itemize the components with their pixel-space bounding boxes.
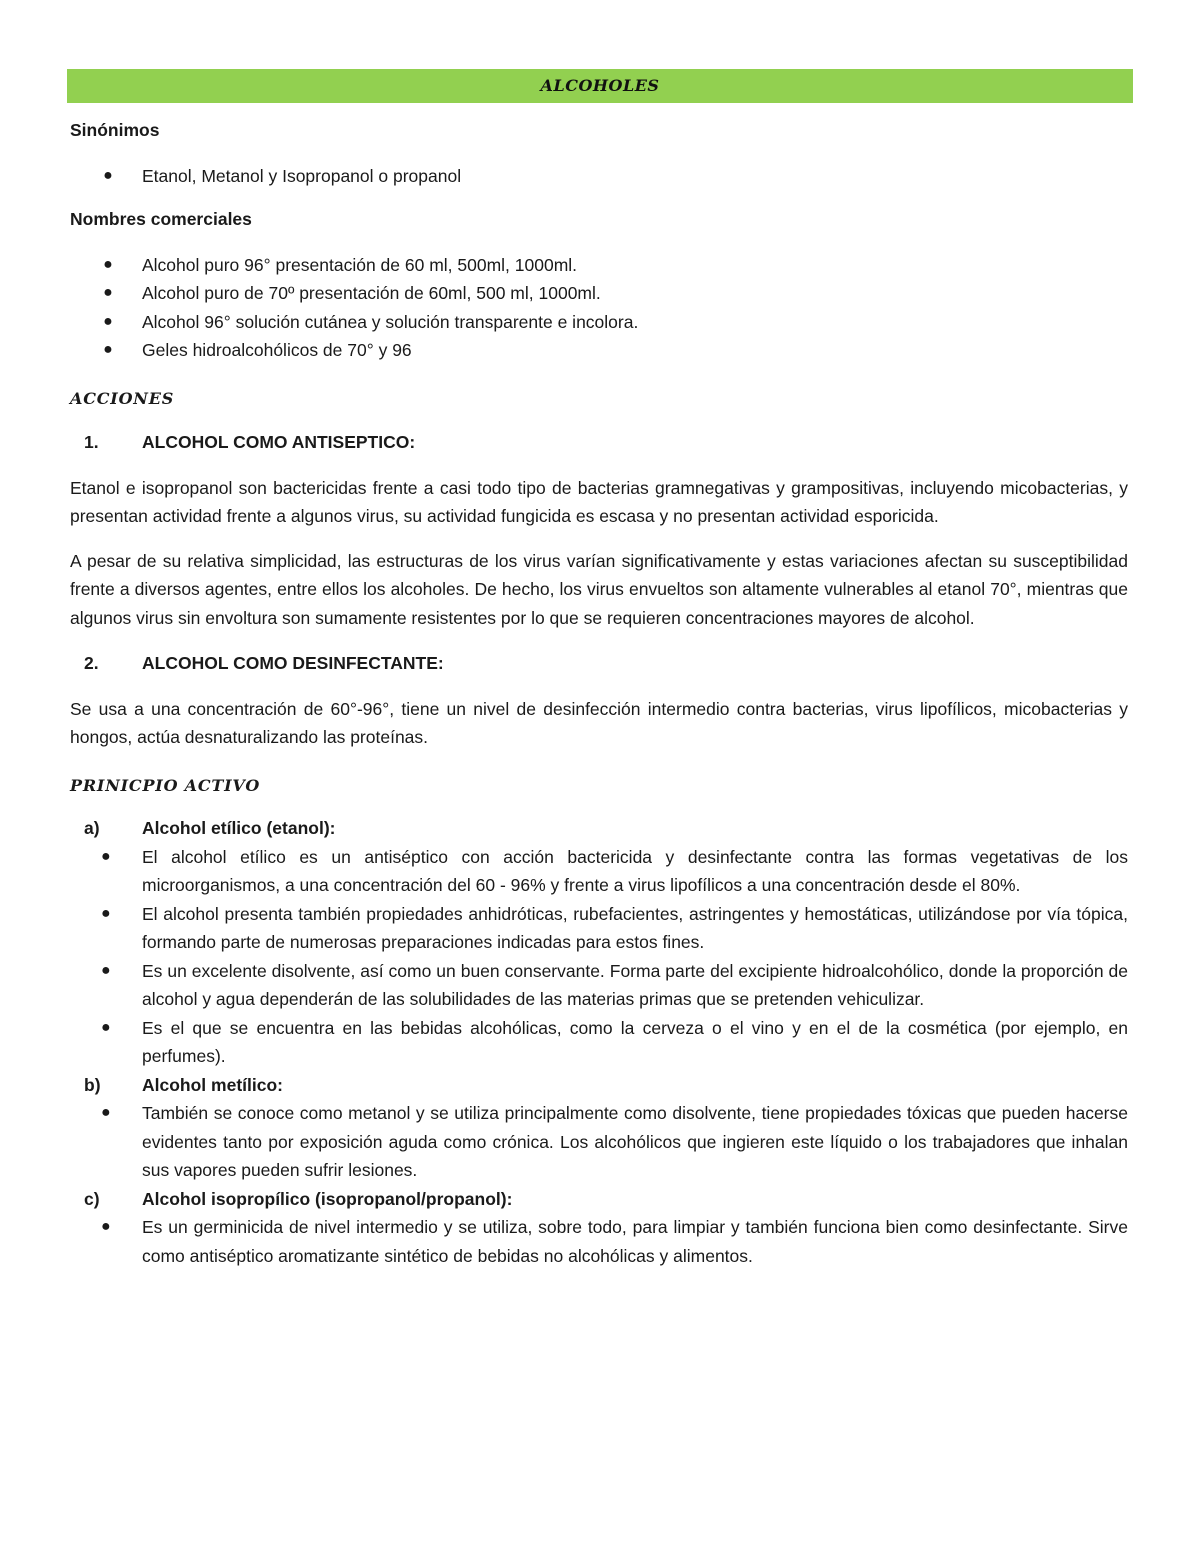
section-heading-desinfectante: 2. ALCOHOL COMO DESINFECTANTE: bbox=[70, 649, 1128, 678]
heading-nombres-comerciales: Nombres comerciales bbox=[70, 209, 252, 229]
bullet-icon: ● bbox=[103, 166, 113, 184]
list-item: ● El alcohol etílico es un antiséptico con acción bactericida y desinfectante contra las formas vegetativas de los microorganismos, a una concentración del 60 - 96% y frente a virus lipofílicos a una concentración desde el 80%. bbox=[70, 843, 1128, 900]
list-nombres-comerciales bbox=[70, 251, 1128, 365]
section-number: 2. bbox=[84, 653, 99, 673]
subsection-heading-etilico: a) Alcohol etílico (etanol): bbox=[70, 814, 1128, 843]
document-body bbox=[70, 116, 1128, 1270]
paragraph-antiseptico-2: A pesar de su relativa simplicidad, las estructuras de los virus varían significativamente y estas variaciones afectan su susceptibilidad frente a diversos agentes, entre ellos los alcoholes. De hecho, los virus envueltos son altamente vulnerables al etanol 70°, mientras que algunos virus sin envoltura son sumamente resistentes por lo que se requieren concentraciones mayores de alcohol. bbox=[70, 550, 1128, 628]
paragraph-desinfectante: Se usa a una concentración de 60°-96°, tiene un nivel de desinfección intermedio contra bacterias, virus lipofílicos, micobacterias y hongos, actúa desnaturalizando las proteínas. bbox=[70, 698, 1128, 747]
heading-principio-activo: PRINICPIO ACTIVO bbox=[70, 775, 261, 795]
subsection-label: a) bbox=[84, 818, 100, 838]
paragraph-antiseptico-1: Etanol e isopropanol son bactericidas frente a casi todo tipo de bacterias gramnegativas y grampositivas, incluyendo micobacterias, y presentan actividad frente a algunos virus, su actividad fungicida es escasa y no presentan actividad esporicida. bbox=[70, 477, 1128, 526]
list-isopropilico bbox=[70, 1213, 1128, 1270]
list-etilico bbox=[70, 843, 1128, 1071]
bullet-icon: ● bbox=[101, 1104, 111, 1121]
title-banner bbox=[67, 69, 1133, 103]
list-item: ● Es un germinicida de nivel intermedio y se utiliza, sobre todo, para limpiar y también funciona bien como desinfectante. Sirve como antiséptico aromatizante sintético de bebidas no alcohólicas y alimentos. bbox=[70, 1213, 1128, 1270]
subsection-label: b) bbox=[84, 1074, 101, 1095]
list-item: ● También se conoce como metanol y se utiliza principalmente como disolvente, tiene propiedades tóxicas que pueden hacerse evidentes tanto por exposición aguda como crónica. Los alcohólicos que ingieren este líquido o los trabajadores que inhalan sus vapores pueden sufrir lesiones. bbox=[70, 1099, 1128, 1185]
list-item: ● Alcohol puro de 70º presentación de 60ml, 500 ml, 1000ml. bbox=[70, 279, 1128, 308]
list-item: ● Es el que se encuentra en las bebidas alcohólicas, como la cerveza o el vino y en el de la cosmética (por ejemplo, en perfumes). bbox=[70, 1014, 1128, 1071]
list-item: ● Es un excelente disolvente, así como un buen conservante. Forma parte del excipiente hidroalcohólico, donde la proporción de alcohol y agua dependerán de las solubilidades de las materias primas que se pretenden vehiculizar. bbox=[70, 957, 1128, 1014]
bullet-icon: ● bbox=[103, 312, 113, 330]
subsection-label: c) bbox=[84, 1188, 100, 1209]
list-sinonimos bbox=[70, 162, 1128, 191]
bullet-icon: ● bbox=[101, 847, 111, 865]
bullet-icon: ● bbox=[101, 1018, 111, 1036]
bullet-icon: ● bbox=[101, 904, 111, 922]
section-heading-antiseptico: 1. ALCOHOL COMO ANTISEPTICO: bbox=[70, 428, 1128, 457]
document-title: ALCOHOLES bbox=[540, 75, 660, 95]
bullet-icon: ● bbox=[103, 341, 113, 358]
bullet-icon: ● bbox=[103, 284, 113, 301]
bullet-icon: ● bbox=[101, 961, 111, 979]
list-item: ● El alcohol presenta también propiedades anhidróticas, rubefacientes, astringentes y hemostáticas, utilizándose por vía tópica, formando parte de numerosas preparaciones indicadas para estos fines. bbox=[70, 900, 1128, 957]
heading-acciones: ACCIONES bbox=[70, 388, 175, 408]
list-item: ● Geles hidroalcohólicos de 70° y 96 bbox=[70, 336, 1128, 365]
subsection-heading-metilico: b) Alcohol metílico: bbox=[70, 1071, 1128, 1100]
heading-sinonimos: Sinónimos bbox=[70, 120, 160, 140]
list-metilico bbox=[70, 1099, 1128, 1185]
list-item: ● Etanol, Metanol y Isopropanol o propanol bbox=[70, 162, 1128, 191]
section-number: 1. bbox=[84, 432, 99, 452]
bullet-icon: ● bbox=[101, 1218, 111, 1235]
list-item: ● Alcohol 96° solución cutánea y solución transparente e incolora. bbox=[70, 308, 1128, 337]
subsection-heading-isopropilico: c) Alcohol isopropílico (isopropanol/propanol): bbox=[70, 1185, 1128, 1214]
bullet-icon: ● bbox=[103, 255, 113, 273]
list-item: ● Alcohol puro 96° presentación de 60 ml, 500ml, 1000ml. bbox=[70, 251, 1128, 280]
